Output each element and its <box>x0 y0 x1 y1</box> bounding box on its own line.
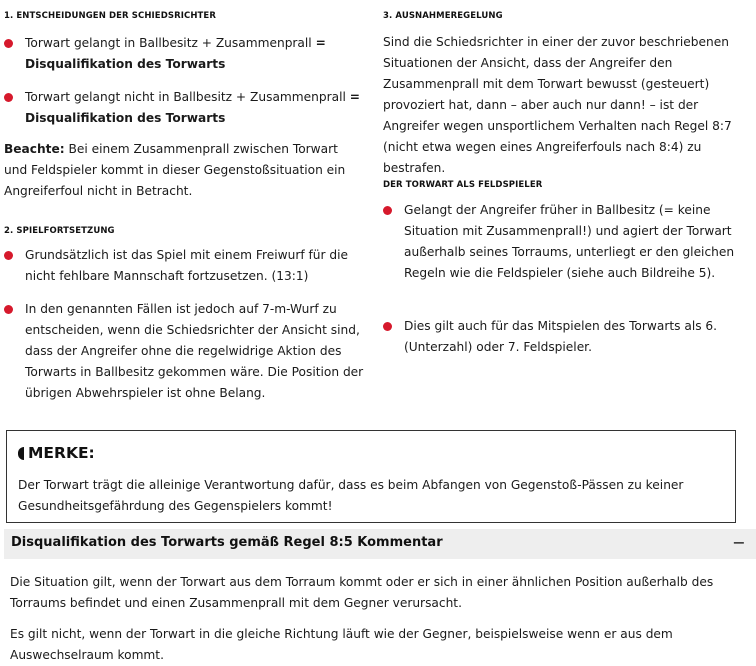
section3-text: Sind die Schiedsrichter in einer der zuvor beschriebenen Situationen der Ansicht, dass der Angreifer den Zusammenprall mit dem Torwart bewusst (gesteuert) provoziert hat, dann – aber auch nur dann! – ist der Angreifer wegen unsportlichem Verhalten nach Regel 8:7 (nicht etwa wegen eines Angreiferfouls nach 8:4) zu bestrafen. <box>383 35 732 175</box>
bullet-dot-icon <box>4 251 13 260</box>
bullet-dot-icon <box>4 93 13 102</box>
list-item <box>383 316 756 358</box>
merke-heading <box>18 444 95 462</box>
bullet-text: Gelangt der Angreifer früher in Ballbesitz (= keine Situation mit Zusammenprall!) und agiert der Torwart außerhalb seines Torraums, unterliegt er den gleichen Regeln wie die Feldspieler (siehe auch Bildreihe 5). <box>404 203 735 280</box>
section3-heading: 3. AUSNAHMEREGELUNG <box>383 11 503 21</box>
section2-heading: 2. SPIELFORTSETZUNG <box>4 226 115 236</box>
note-text: Bei einem Zusammenprall zwischen Torwart und Feldspieler kommt in dieser Gegenstoßsituation ein Angreiferfoul nicht in Betracht. <box>4 142 346 198</box>
list-item <box>4 245 380 287</box>
merke-box <box>6 430 736 523</box>
list-item <box>4 87 380 129</box>
bullet-text: Torwart gelangt nicht in Ballbesitz + Zusammenprall <box>25 90 350 104</box>
bullet-dot-icon <box>4 305 13 314</box>
bullet-dot-icon <box>4 39 13 48</box>
section4-heading: DER TORWART ALS FELDSPIELER <box>383 180 543 190</box>
half-moon-icon <box>18 447 24 460</box>
bullet-dot-icon <box>383 206 392 215</box>
merke-text: Der Torwart trägt die alleinige Verantwortung dafür, dass es beim Abfangen von Gegenstoß-Pässen zu keiner Gesundheitsgefährdung des Gegenspielers kommt! <box>18 478 684 513</box>
accordion-paragraph: Die Situation gilt, wenn der Torwart aus dem Torraum kommt oder er sich in einer ähnlichen Position außerhalb des Torraums befindet und einen Zusammenprall mit dem Gegner verursacht. <box>10 575 714 610</box>
merke-title-text: MERKE: <box>28 444 95 462</box>
bullet-text: Torwart gelangt in Ballbesitz + Zusammenprall <box>25 36 316 50</box>
bullet-text: In den genannten Fällen ist jedoch auf 7-m-Wurf zu entscheiden, wenn die Schiedsrichter der Ansicht sind, dass der Angreifer ohne die regelwidrige Aktion des Torwarts in Ballbesitz gekommen wäre. Die Position der übrigen Abwehrspieler ist ohne Belang. <box>25 302 364 400</box>
bullet-dot-icon <box>383 322 392 331</box>
accordion-title: Disqualifikation des Torwarts gemäß Regel 8:5 Kommentar <box>11 535 443 550</box>
bullet-text: Grundsätzlich ist das Spiel mit einem Freiwurf für die nicht fehlbare Mannschaft fortzusetzen. (13:1) <box>25 248 349 283</box>
bullet-strong-text: = Disqualifikation des Torwarts <box>25 90 360 125</box>
accordion-header[interactable] <box>4 529 756 559</box>
accordion-paragraph: Es gilt nicht, wenn der Torwart in die gleiche Richtung läuft wie der Gegner, beispielsweise wenn er aus dem Auswechselraum kommt. <box>10 627 673 662</box>
section1-heading: 1. ENTSCHEIDUNGEN DER SCHIEDSRICHTER <box>4 11 216 21</box>
list-item <box>4 33 380 75</box>
note-paragraph <box>4 139 359 202</box>
bullet-strong-text: = Disqualifikation des Torwarts <box>25 36 326 71</box>
bullet-text: Dies gilt auch für das Mitspielen des Torwarts als 6. (Unterzahl) oder 7. Feldspieler. <box>404 319 718 354</box>
list-item <box>4 299 380 404</box>
list-item <box>383 200 756 284</box>
collapse-icon[interactable]: − <box>732 533 746 552</box>
note-label: Beachte: <box>4 142 65 156</box>
